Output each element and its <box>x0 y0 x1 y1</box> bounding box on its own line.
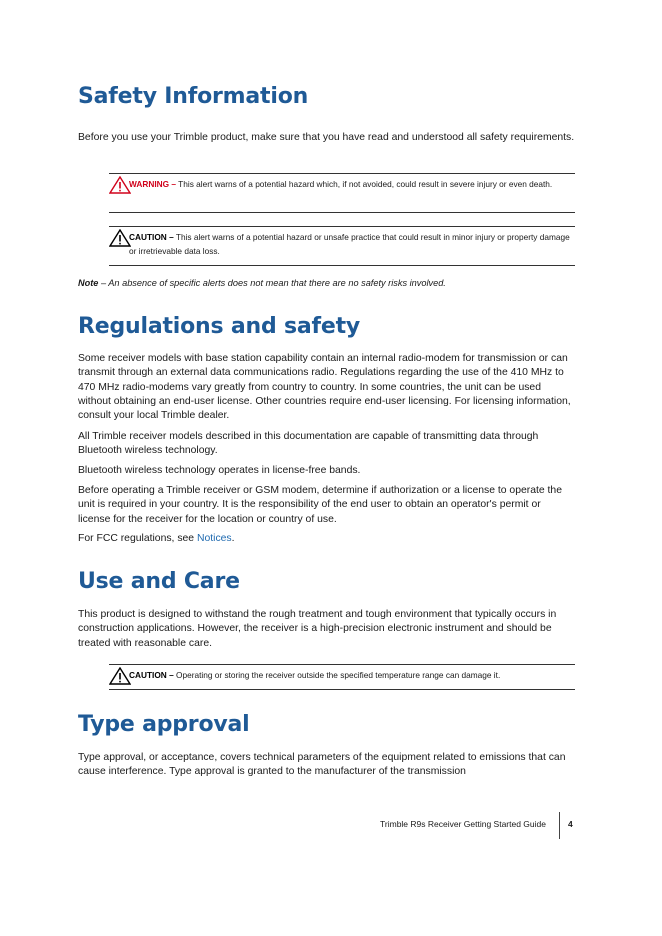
warning-label: WARNING – <box>129 179 177 189</box>
regulations-paragraph-5 <box>78 532 575 546</box>
caution-icon <box>109 229 131 247</box>
caution-icon <box>109 667 131 685</box>
note-label: Note <box>78 278 99 288</box>
fcc-prefix: For FCC regulations, see <box>78 533 197 544</box>
use-and-care-heading: Use and Care <box>78 569 240 594</box>
safety-intro: Before you use your Trimble product, make sure that you have read and understood all safety requirements. <box>78 132 575 143</box>
note-text: – An absence of specific alerts does not mean that there are no safety risks involved. <box>98 278 446 288</box>
page-footer <box>0 812 662 840</box>
caution-alert <box>109 226 575 266</box>
regulations-paragraph-2: All Trimble receiver models described in this documentation are capable of transmitting data through Bluetooth wireless technology. <box>78 431 539 457</box>
page-number: 4 <box>568 819 573 829</box>
safety-note <box>78 278 446 288</box>
care-caution-label: CAUTION – <box>129 670 174 680</box>
care-paragraph-1: This product is designed to withstand the rough treatment and tough environment that typically occurs in construction applications. However, the receiver is a high-precision electronic instrument and should be treated with reasonable care. <box>78 609 557 649</box>
notices-link[interactable]: Notices <box>196 533 232 544</box>
regulations-paragraph-4: Before operating a Trimble receiver or GSM modem, determine if authorization or a license to operate the unit is required in your country. It is the responsibility of the end user to obtain an operator's permit or license for the receiver for the location or country of use. <box>78 485 562 525</box>
care-caution-alert <box>109 664 575 690</box>
warning-alert <box>109 173 575 213</box>
regulations-heading: Regulations and safety <box>78 314 361 339</box>
warning-text: This alert warns of a potential hazard which, if not avoided, could result in severe injury or even death. <box>176 179 553 189</box>
regulations-paragraph-1: Some receiver models with base station capability contain an internal radio-modem for transmission or can transmit through an external data communications radio. Regulations regarding the use of the 410 MHz to 470 MHz radio-modems vary greatly from country to country. In some countries, the unit can be used without obtaining an end-user license. Other countries require end-user licensing. For licensing information, consult your local Trimble dealer. <box>78 353 571 422</box>
safety-information-heading: Safety Information <box>78 84 309 109</box>
type-approval-paragraph-1: Type approval, or acceptance, covers technical parameters of the equipment related to emissions that can cause interference. Type approval is granted to the manufacturer of the transmission <box>78 752 566 778</box>
footer-divider <box>559 812 560 839</box>
regulations-paragraph-3: Bluetooth wireless technology operates in license-free bands. <box>78 465 361 476</box>
caution-label: CAUTION – <box>129 232 174 242</box>
footer-guide-title: Trimble R9s Receiver Getting Started Guide <box>380 819 546 829</box>
warning-icon <box>109 176 131 194</box>
type-approval-heading: Type approval <box>78 712 250 737</box>
fcc-suffix: . <box>231 533 235 544</box>
care-caution-text: Operating or storing the receiver outside the specified temperature range can damage it. <box>173 670 501 680</box>
caution-text: This alert warns of a potential hazard or unsafe practice that could result in minor injury or property damage or irretrievable data loss. <box>129 232 570 256</box>
